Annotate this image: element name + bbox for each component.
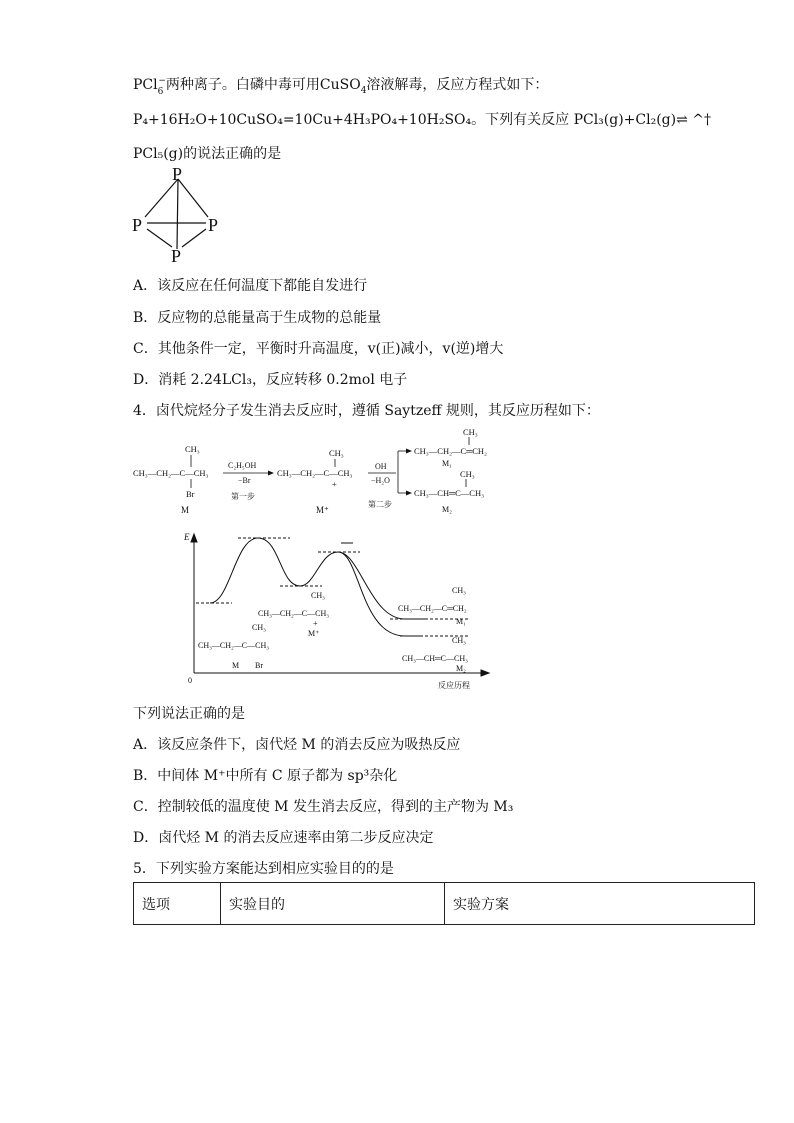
- q5-table: [133, 882, 755, 925]
- q4-option-d: D．卤代烃 M 的消去反应速率由第二步反应决定: [133, 830, 434, 846]
- svg-text:+: +: [313, 619, 318, 628]
- scheme-label-m1: M₁: [442, 459, 452, 468]
- p4-atom-right: P: [208, 215, 219, 235]
- reaction-scheme: [128, 425, 508, 520]
- svg-text:CH₃: CH₃: [185, 444, 200, 454]
- svg-text:CH₃—CH₂—C═CH₂: CH₃—CH₂—C═CH₂: [414, 446, 488, 456]
- svg-text:CH₃: CH₃: [452, 636, 466, 645]
- q3-option-d: D．消耗 2.24LCl₃，反应转移 0.2mol 电子: [133, 372, 408, 388]
- graph-label-mplus: M⁺: [308, 629, 320, 638]
- svg-text:CH₃: CH₃: [252, 623, 266, 632]
- scheme-reagent-2: OH: [375, 462, 387, 471]
- svg-text:CH₃: CH₃: [329, 448, 344, 458]
- scheme-reagent-1: C₂H₅OH: [228, 461, 257, 470]
- q5-stem: 5．下列实验方案能达到相应实验目的的是: [133, 861, 394, 877]
- svg-text:CH₃—CH═C—CH₃: CH₃—CH═C—CH₃: [414, 488, 485, 498]
- svg-text:−Br: −Br: [238, 476, 251, 485]
- q3-option-c: C．其他条件一定，平衡时升高温度，v(正)减小，v(逆)增大: [133, 341, 504, 357]
- graph-label-m: M: [232, 661, 240, 670]
- q4-option-a: A．该反应条件下，卤代烃 M 的消去反应为吸热反应: [133, 737, 461, 753]
- q3-option-a: A．该反应在任何温度下都能自发进行: [133, 278, 368, 294]
- table-header-option: 选项: [134, 883, 221, 925]
- intro-equation: P₄+16H₂O+10CuSO₄=10Cu+4H₃PO₄+10H₂SO₄。下列有关反应 PCl₃(g)+Cl₂(g)⇌ ^†: [133, 112, 712, 128]
- p4-atom-bottom: P: [171, 246, 182, 265]
- svg-text:+: +: [332, 479, 337, 489]
- svg-text:CH₃—CH₂—C═CH₂: CH₃—CH₂—C═CH₂: [398, 604, 467, 613]
- svg-text:CH₃: CH₃: [463, 427, 478, 437]
- svg-text:CH₃—CH₂—C—CH₃: CH₃—CH₂—C—CH₃: [133, 468, 209, 478]
- graph-label-m1: M₁: [456, 617, 466, 626]
- intro-line-1: PCl$_6$−两种离子。白磷中毒可用CuSO$_4$溶液解毒，反应方程式如下：: [133, 76, 549, 97]
- graph-origin: 0: [188, 676, 192, 685]
- p4-molecule-diagram: [128, 163, 228, 265]
- svg-text:CH₃: CH₃: [460, 469, 475, 479]
- graph-y-axis-label: E: [184, 532, 190, 542]
- svg-text:Br: Br: [255, 661, 263, 670]
- svg-text:CH₃—CH₂—C—CH₃: CH₃—CH₂—C—CH₃: [258, 609, 330, 618]
- table-header-purpose: 实验目的: [221, 883, 445, 925]
- graph-label-m2: M₂: [456, 664, 466, 673]
- scheme-step-2: 第二步: [368, 500, 392, 509]
- scheme-label-mplus: M⁺: [316, 505, 329, 515]
- q4-stem: 4．卤代烷烃分子发生消去反应时，遵循 Saytzeff 规则，其反应历程如下：: [133, 403, 600, 419]
- svg-text:CH₃—CH₂—C—CH₃: CH₃—CH₂—C—CH₃: [277, 468, 353, 478]
- scheme-label-m: M: [181, 505, 190, 515]
- svg-text:CH₃: CH₃: [311, 591, 325, 600]
- energy-diagram: [180, 528, 500, 693]
- intro-question: PCl₅(g)的说法正确的是: [133, 146, 282, 162]
- svg-text:Br: Br: [186, 489, 195, 499]
- q4-option-b: B．中间体 M⁺中所有 C 原子都为 sp³杂化: [133, 768, 398, 784]
- q4-question: 下列说法正确的是: [133, 706, 245, 722]
- svg-text:−H₂O: −H₂O: [371, 476, 390, 485]
- p4-atom-left: P: [132, 215, 143, 235]
- p4-atom-top: P: [172, 164, 183, 184]
- svg-text:CH₃—CH₂—C—CH₃: CH₃—CH₂—C—CH₃: [198, 641, 270, 650]
- table-header-plan: 实验方案: [445, 883, 755, 925]
- svg-text:CH₃—CH═C—CH₃: CH₃—CH═C—CH₃: [402, 654, 468, 663]
- scheme-label-m2: M₂: [442, 505, 452, 514]
- q4-option-c: C．控制较低的温度使 M 发生消去反应，得到的主产物为 M₃: [133, 799, 514, 815]
- svg-text:CH₃: CH₃: [452, 586, 466, 595]
- scheme-step-1: 第一步: [231, 492, 255, 501]
- q3-option-b: B．反应物的总能量高于生成物的总能量: [133, 310, 382, 326]
- graph-x-axis-label: 反应历程: [438, 681, 470, 690]
- table-header-row: [134, 883, 755, 925]
